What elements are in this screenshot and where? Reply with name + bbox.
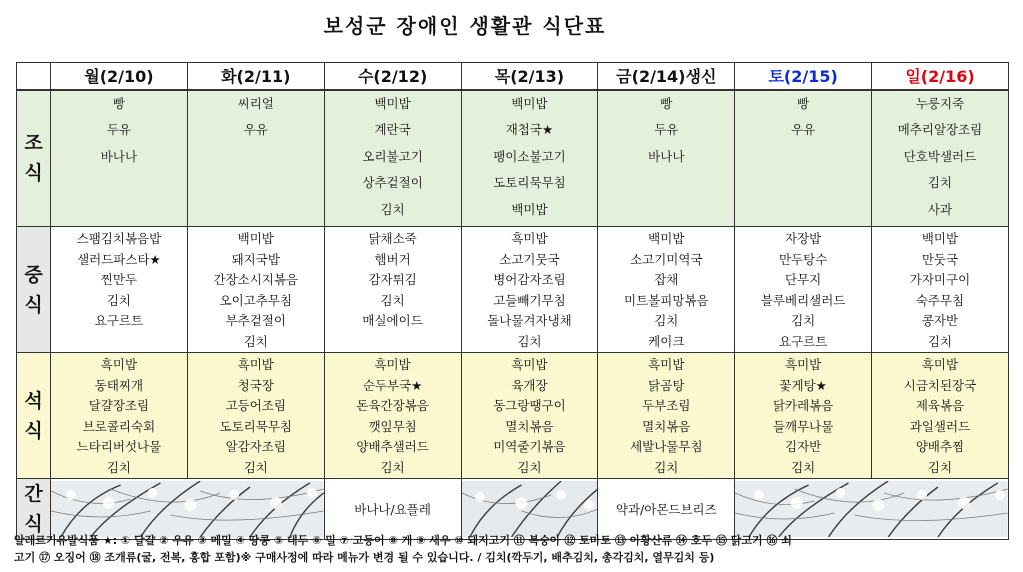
menu-item: 가자미구이	[909, 272, 971, 287]
menu-item: 느타리버섯나물	[76, 439, 162, 454]
menu-cell-breakfast	[735, 90, 872, 227]
menu-item: 우유	[791, 122, 816, 137]
menu-item: 김치	[654, 313, 679, 328]
menu-item: 꽃게탕★	[779, 377, 827, 393]
meal-label-snack: 간 식	[17, 479, 51, 540]
menu-item: 오이고추무침	[219, 292, 292, 308]
menu-item: 김치	[927, 333, 953, 349]
dinner-row	[17, 353, 1009, 479]
menu-item: 김치	[243, 459, 268, 475]
menu-item: 햄버거	[374, 251, 411, 267]
menu-item: 백미밥	[648, 231, 685, 246]
menu-item: 씨리얼	[237, 95, 274, 111]
menu-cell-dinner	[51, 353, 188, 479]
menu-item: 멸치볶음	[642, 418, 691, 434]
menu-item: 백미밥	[511, 95, 548, 111]
menu-cell-lunch	[872, 227, 1009, 353]
day-header: 수(2/12)	[324, 63, 461, 90]
menu-item: 메추리알장조림	[897, 122, 983, 137]
menu-item: 달걀장조림	[88, 398, 150, 413]
snow-photo	[461, 479, 598, 540]
menu-item: 두부조림	[642, 398, 691, 413]
menu-item: 김치	[927, 459, 953, 475]
menu-item: 제육볶음	[915, 398, 965, 413]
menu-item: 알감자조림	[225, 439, 286, 454]
menu-item: 고등어조림	[225, 398, 286, 413]
menu-item: 자장밥	[785, 231, 822, 246]
menu-item: 닭채소죽	[368, 231, 417, 246]
menu-item: 돼지국밥	[231, 251, 280, 267]
menu-item: 스팸김치볶음밥	[76, 231, 162, 246]
menu-item: 간장소시지볶음	[213, 272, 299, 287]
menu-item: 육개장	[511, 377, 548, 393]
menu-item: 순두부국★	[362, 377, 423, 393]
snowy-trees-image	[51, 481, 324, 537]
menu-item: 팽이소불고기	[493, 148, 566, 164]
menu-item: 동그랑땡구이	[493, 398, 566, 413]
menu-item: 샐러드파스타★	[77, 251, 161, 267]
menu-cell-breakfast	[461, 90, 598, 227]
snack-row	[17, 479, 1009, 540]
allergy-footnote	[14, 532, 1014, 566]
menu-item: 케이크	[648, 333, 685, 349]
day-header: 화(2/11)	[187, 63, 324, 90]
corner-cell	[17, 63, 51, 90]
menu-item: 세발나물무침	[630, 439, 703, 454]
menu-cell-dinner	[872, 353, 1009, 479]
menu-cell-dinner	[324, 353, 461, 479]
menu-item: 블루베리샐러드	[760, 292, 846, 308]
snack-friday: 약과/아몬드브리즈	[598, 479, 735, 540]
menu-item: 요구르트	[778, 333, 828, 349]
menu-item: 돈육간장볶음	[356, 398, 429, 413]
menu-cell-dinner	[461, 353, 598, 479]
menu-item: 미역줄기볶음	[493, 439, 566, 454]
snowy-trees-image	[735, 481, 1008, 537]
menu-item: 사과	[927, 201, 953, 217]
menu-cell-dinner	[598, 353, 735, 479]
menu-item: 흑미밥	[921, 357, 959, 372]
menu-item: 흑미밥	[511, 357, 548, 372]
breakfast-row	[17, 90, 1009, 227]
menu-item: 김치	[517, 333, 542, 349]
menu-item: 과일샐러드	[909, 418, 971, 434]
snow-photo	[735, 479, 1009, 540]
menu-item: 매실에이드	[362, 313, 423, 328]
menu-item: 시금치된장국	[903, 377, 977, 393]
menu-item: 바나나	[100, 148, 138, 164]
menu-item: 병어감자조림	[493, 272, 566, 287]
menu-item: 부추겉절이	[225, 313, 286, 328]
menu-item: 멸치볶음	[505, 418, 554, 434]
menu-item: 빵	[112, 95, 125, 111]
menu-item: 김치	[380, 201, 405, 217]
menu-item: 재첩국★	[505, 122, 554, 137]
day-header: 목(2/13)	[461, 63, 598, 90]
menu-item: 깻잎무침	[368, 418, 417, 434]
menu-item: 백미밥	[921, 231, 959, 246]
menu-cell-dinner	[187, 353, 324, 479]
menu-cell-breakfast	[872, 90, 1009, 227]
menu-cell-breakfast	[324, 90, 461, 227]
menu-item: 숙주무침	[915, 292, 965, 308]
menu-item: 김치	[106, 292, 131, 308]
menu-cell-lunch	[51, 227, 188, 353]
menu-item: 소고기미역국	[630, 251, 703, 267]
menu-item: 단호박샐러드	[903, 148, 977, 164]
menu-item: 도토리묵무침	[219, 418, 292, 434]
snack-wednesday: 바나나/요플레	[324, 479, 461, 540]
page-title: 보성군 장애인 생활관 식단표	[323, 14, 607, 38]
menu-item: 김자반	[785, 439, 822, 454]
menu-item: 김치	[106, 459, 131, 475]
menu-item: 누룽지죽	[915, 95, 965, 111]
menu-item: 닭카레볶음	[772, 398, 834, 413]
menu-cell-breakfast	[598, 90, 735, 227]
menu-item: 닭곰탕	[648, 377, 685, 393]
menu-item: 빵	[797, 95, 810, 111]
menu-item: 요구르트	[94, 313, 144, 328]
snowy-trees-image	[462, 481, 598, 537]
menu-cell-lunch	[187, 227, 324, 353]
menu-item: 흑미밥	[374, 357, 411, 372]
menu-item: 고들빼기무침	[493, 292, 566, 308]
menu-item: 찐만두	[100, 272, 138, 287]
snow-photo	[51, 479, 325, 540]
menu-item: 김치	[380, 459, 405, 475]
footnote-line: 고기 ⑰ 오징어 ⑱ 조개류(굴, 전복, 홍합 포함)※ 구매사정에 따라 메뉴가 변경 될 수 있습니다. / 김치(깍두기, 배추김치, 총각김치, 열무김치 등)	[14, 551, 715, 564]
menu-item: 김치	[243, 333, 268, 349]
menu-item: 두유	[654, 122, 679, 137]
menu-item: 김치	[380, 292, 405, 308]
day-header-row	[17, 63, 1009, 90]
menu-item: 계란국	[374, 122, 411, 137]
menu-cell-lunch	[324, 227, 461, 353]
menu-cell-lunch	[735, 227, 872, 353]
menu-item: 빵	[660, 95, 673, 111]
menu-item: 우유	[243, 122, 268, 137]
meal-label-lunch: 중 식	[17, 227, 51, 353]
menu-item: 동태찌개	[94, 377, 144, 393]
menu-item: 흑미밥	[785, 357, 822, 372]
menu-item: 바나나	[648, 148, 685, 164]
menu-item: 흑미밥	[237, 357, 274, 372]
menu-item: 흑미밥	[648, 357, 685, 372]
menu-item: 백미밥	[237, 231, 274, 246]
menu-item: 흑미밥	[511, 231, 548, 246]
menu-item: 양배추샐러드	[356, 439, 429, 454]
meal-label-dinner: 석 식	[17, 353, 51, 479]
menu-item: 김치	[927, 175, 953, 190]
menu-item: 김치	[791, 313, 816, 328]
menu-item: 백미밥	[511, 201, 548, 217]
menu-item: 오리불고기	[362, 148, 423, 164]
lunch-row	[17, 227, 1009, 353]
menu-item: 백미밥	[374, 95, 411, 111]
menu-cell-lunch	[461, 227, 598, 353]
menu-cell-lunch	[598, 227, 735, 353]
menu-item: 김치	[517, 459, 542, 475]
menu-item: 흑미밥	[100, 357, 138, 372]
menu-item: 양배추찜	[915, 439, 965, 454]
meal-label-breakfast: 조 식	[17, 90, 51, 227]
menu-cell-breakfast	[187, 90, 324, 227]
day-header: 금(2/14)생신	[598, 63, 735, 90]
menu-item: 만두탕수	[778, 251, 828, 267]
menu-item: 돌나물겨자냉채	[487, 313, 572, 328]
menu-item: 잡채	[654, 272, 679, 287]
menu-item: 미트볼피망볶음	[624, 292, 709, 308]
menu-item: 청국장	[237, 377, 274, 393]
menu-item: 브로콜리숙회	[82, 418, 156, 434]
day-header: 토(2/15)	[735, 63, 872, 90]
menu-table	[16, 62, 1009, 540]
menu-item: 두유	[106, 122, 131, 137]
menu-item: 단무지	[785, 272, 822, 287]
menu-item: 만둣국	[921, 251, 959, 267]
day-header: 월(2/10)	[51, 63, 188, 90]
day-header: 일(2/16)	[872, 63, 1009, 90]
menu-item: 소고기뭇국	[499, 251, 560, 267]
menu-item: 도토리묵무침	[493, 175, 566, 190]
menu-item: 김치	[791, 459, 816, 475]
menu-cell-dinner	[735, 353, 872, 479]
menu-item: 콩자반	[921, 313, 959, 328]
menu-item: 감자튀김	[368, 272, 417, 287]
menu-item: 김치	[654, 459, 679, 475]
menu-item: 상추겉절이	[362, 175, 423, 190]
menu-cell-breakfast	[51, 90, 188, 227]
menu-item: 들깨무나물	[772, 418, 834, 434]
footnote-line: 알레르기유발식품 ★: ① 달걀 ② 우유 ③ 메밀 ④ 땅콩 ⑤ 대두 ⑥ 밀 ⑦ 고등어 ⑧ 게 ⑨ 새우 ⑩ 돼지고기 ⑪ 복숭아 ⑫ 토마토 ⑬ 아황산류 ⑭ 호두 ⑮ 닭고기 ⑯ 쇠	[14, 534, 792, 547]
